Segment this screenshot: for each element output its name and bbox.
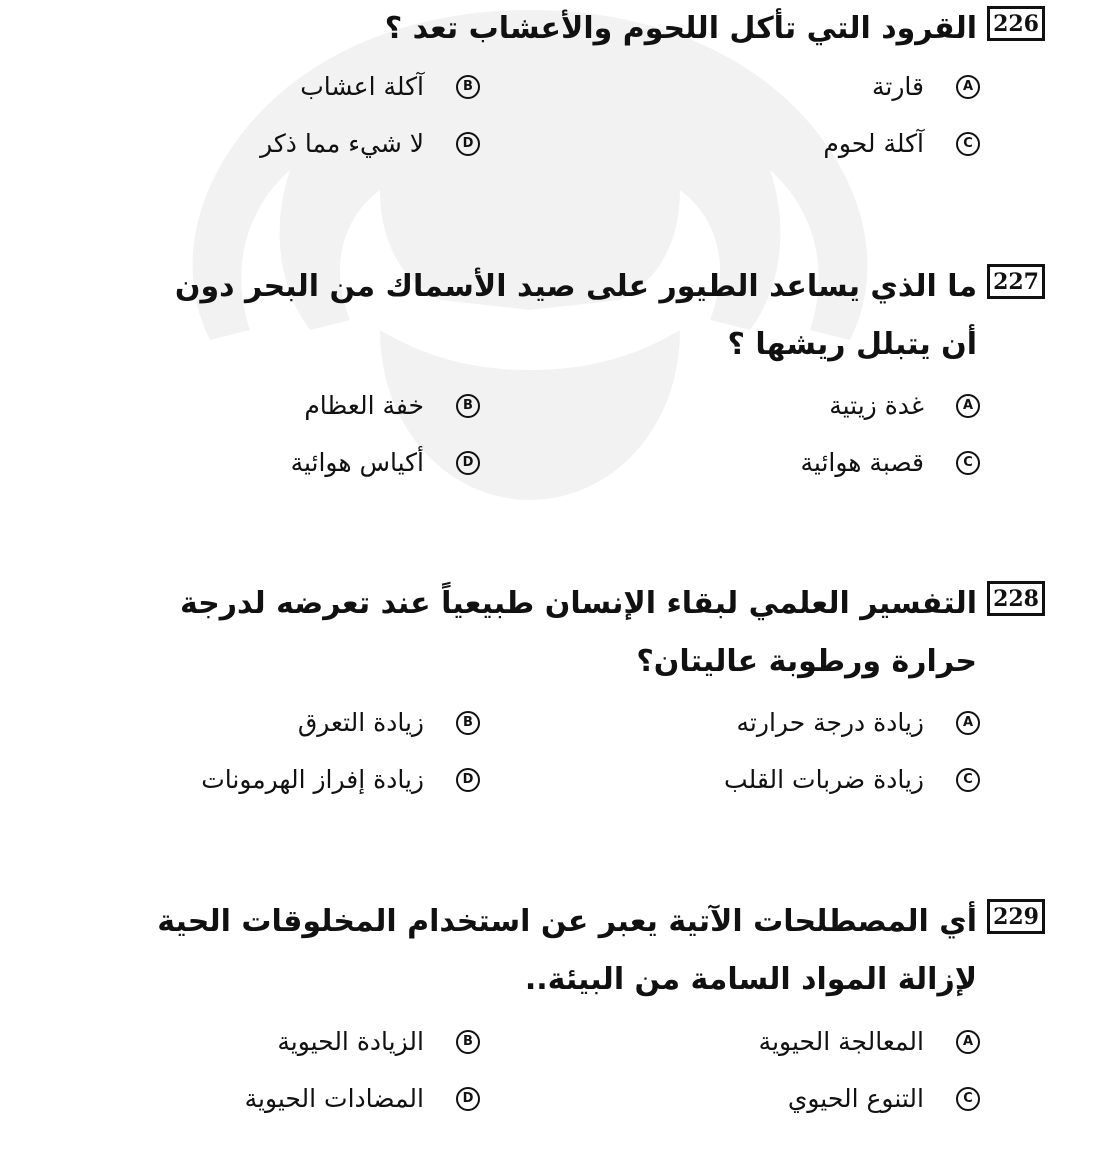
question-number: 228 [987, 581, 1045, 616]
option-a-circle-icon: A [956, 394, 980, 418]
option-c[interactable] [823, 129, 980, 158]
option-text: زيادة ضربات القلب [724, 765, 924, 794]
option-b-circle-icon: B [456, 1030, 480, 1054]
option-a[interactable] [872, 72, 980, 101]
option-text: أكياس هوائية [290, 448, 424, 477]
question-text: ما الذي يساعد الطيور على صيد الأسماك من البحر دون أن يتبلل ريشها ؟ [174, 269, 978, 362]
option-b[interactable] [304, 391, 480, 420]
option-d[interactable] [245, 1084, 480, 1113]
option-text: لا شيء مما ذكر [260, 129, 424, 158]
option-text: زيادة التعرق [297, 708, 424, 737]
option-text: قصبة هوائية [800, 448, 924, 477]
option-text: الزيادة الحيوية [277, 1027, 424, 1056]
option-d[interactable] [291, 448, 480, 477]
option-text: آكلة لحوم [823, 129, 924, 158]
option-c[interactable] [788, 1084, 980, 1113]
option-c-circle-icon: C [956, 451, 980, 475]
option-text: المضادات الحيوية [244, 1084, 424, 1113]
option-d[interactable] [201, 765, 480, 794]
option-text: خفة العظام [304, 391, 424, 420]
option-a-circle-icon: A [956, 75, 980, 99]
option-a[interactable] [737, 708, 980, 737]
option-text: التنوع الحيوي [787, 1084, 924, 1113]
question-text: التفسير العلمي لبقاء الإنسان طبيعياً عند تعرضه لدرجة حرارة ورطوبة عاليتان؟ [179, 586, 978, 679]
option-c-circle-icon: C [956, 768, 980, 792]
option-b[interactable] [277, 1027, 480, 1056]
option-text: زيادة إفراز الهرمونات [201, 765, 424, 794]
option-text: المعالجة الحيوية [758, 1027, 924, 1056]
option-a-circle-icon: A [956, 1030, 980, 1054]
question-number: 226 [987, 6, 1045, 41]
option-text: زيادة درجة حرارته [736, 708, 924, 737]
option-c-circle-icon: C [956, 1087, 980, 1111]
option-b-circle-icon: B [456, 75, 480, 99]
option-text: آكلة اعشاب [300, 72, 424, 101]
option-text: غدة زيتية [829, 391, 924, 420]
option-d-circle-icon: D [456, 1087, 480, 1111]
option-d[interactable] [260, 129, 480, 158]
option-c-circle-icon: C [956, 132, 980, 156]
option-a[interactable] [829, 391, 980, 420]
option-d-circle-icon: D [456, 132, 480, 156]
option-d-circle-icon: D [456, 451, 480, 475]
option-b[interactable] [298, 708, 480, 737]
question-text: أي المصطلحات الآتية يعبر عن استخدام المخلوقات الحية لإزالة المواد السامة من البيئة.. [157, 904, 978, 997]
option-a[interactable] [759, 1027, 980, 1056]
question-number: 229 [987, 899, 1045, 934]
question-number: 227 [987, 264, 1045, 299]
question-text: القرود التي تأكل اللحوم والأعشاب تعد ؟ [384, 11, 978, 46]
option-d-circle-icon: D [456, 768, 480, 792]
option-b[interactable] [300, 72, 480, 101]
option-c[interactable] [801, 448, 980, 477]
option-a-circle-icon: A [956, 711, 980, 735]
option-b-circle-icon: B [456, 711, 480, 735]
option-text: قارتة [871, 72, 924, 101]
option-b-circle-icon: B [456, 394, 480, 418]
option-c[interactable] [724, 765, 980, 794]
